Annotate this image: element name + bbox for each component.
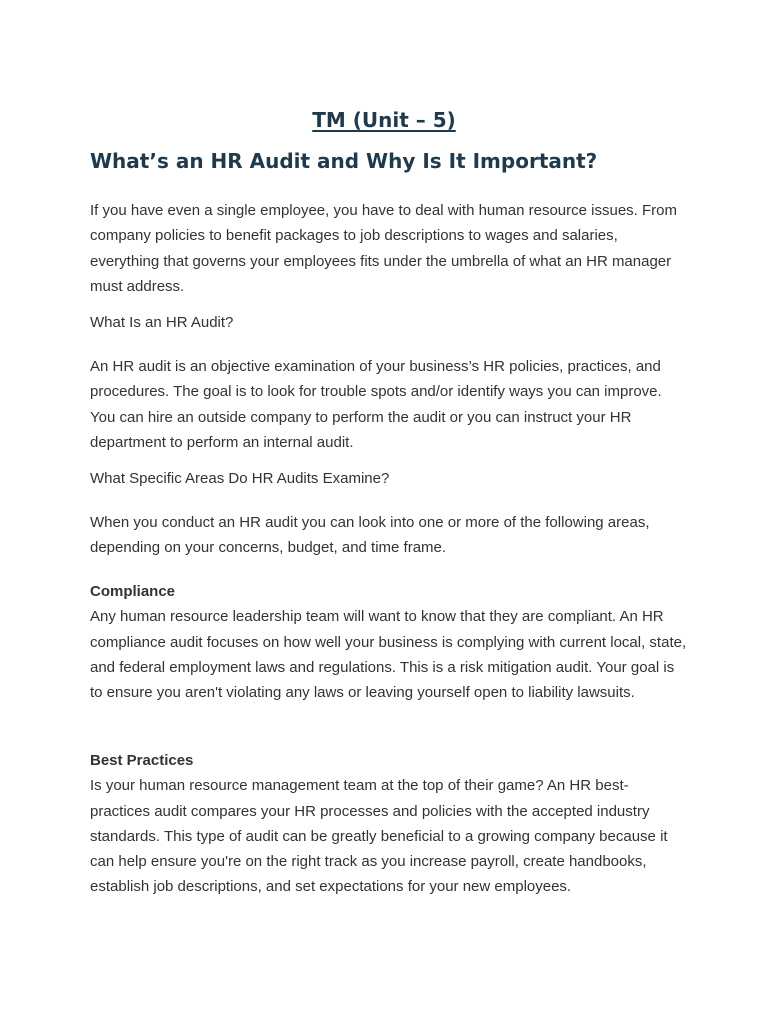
best-practices-section bbox=[90, 748, 688, 900]
question-areas-examined: What Specific Areas Do HR Audits Examine? bbox=[90, 470, 390, 487]
intro-paragraph: If you have even a single employee, you have to deal with human resource issues. From company policies to benefit packages to job descriptions to wages and salaries, everything that governs your employees fits under the umbrella of what an HR manager must address. bbox=[90, 202, 677, 295]
compliance-label: Compliance bbox=[90, 583, 176, 600]
best-practices-label: Best Practices bbox=[90, 752, 194, 769]
unit-title: TM (Unit – 5) bbox=[312, 108, 456, 132]
compliance-section bbox=[90, 579, 688, 705]
best-practices-text: Is your human resource management team at the top of their game? An HR best-practices audit compares your HR processes and policies with the accepted industry standards. This type of audit can be greatly beneficial to a growing company because it can help ensure you're on the right track as you increase payroll, create handbooks, establish job descriptions, and set expectations for your new employees. bbox=[90, 777, 668, 896]
answer-what-is-audit: An HR audit is an objective examination of your business’s HR policies, practices, and procedures. The goal is to look for trouble spots and/or identify ways you can improve. You can hire an outside company to perform the audit or you can instruct your HR department to perform an internal audit. bbox=[90, 358, 662, 451]
compliance-text: Any human resource leadership team will want to know that they are compliant. An HR compliance audit focuses on how well your business is complying with current local, state, and federal employment laws and regulations. This is a risk mitigation audit. Your goal is to ensure you aren't violating any laws or leaving yourself open to liability lawsuits. bbox=[90, 608, 687, 702]
answer-areas-examined: When you conduct an HR audit you can look into one or more of the following areas, depending on your concerns, budget, and time frame. bbox=[90, 514, 650, 557]
question-what-is-audit: What Is an HR Audit? bbox=[90, 314, 234, 331]
page-heading: What’s an HR Audit and Why Is It Important? bbox=[90, 149, 598, 173]
